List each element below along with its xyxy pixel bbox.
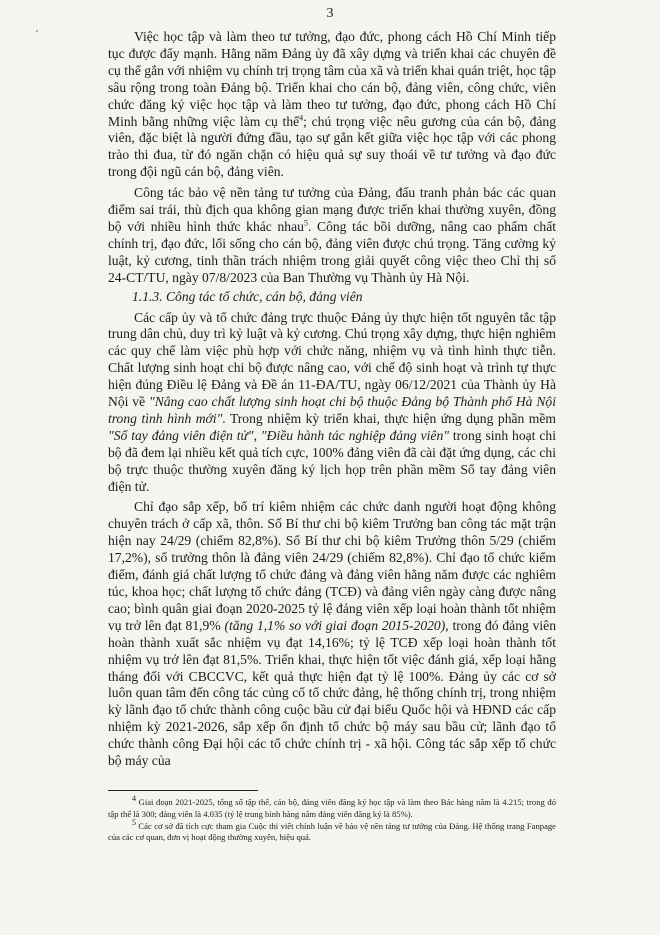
document-body bbox=[108, 29, 556, 770]
footnote-ref-4[interactable]: 4 bbox=[299, 113, 304, 122]
footnote-separator bbox=[108, 790, 258, 791]
scan-speck bbox=[36, 30, 38, 32]
paragraph-staff-arrangement: Chỉ đạo sắp xếp, bố trí kiêm nhiệm các chức danh người hoạt động không chuyên trách ở cấp xã, thôn. Số Bí thư chi bộ kiêm Trưởng ban công tác mặt trận hiện nay 24/29 (chiếm 82,8%). Số Bí thư chi bộ kiêm Trưởng thôn 5/29 (chiếm 17,2%), số trưởng thôn là đảng viên 24/29 (chiếm 82,8%). Chỉ đạo tổ chức kiểm điểm, đánh giá chất lượng tổ chức đảng và đảng viên hằng năm được các nghiêm túc, khoa học; chất lượng tổ chức đảng (TCĐ) và đảng viên ngày càng được nâng cao; bình quân giai đoạn 2020-2025 tỷ lệ đảng viên xếp loại hoàn thành tốt nhiệm vụ trở lên đạt 81,9% (tăng 1,1% so với giai đoạn 2015-2020), trong đó đảng viên hoàn thành xuất sắc nhiệm vụ đạt 14,16%; tỷ lệ TCĐ xếp loại hoàn thành tốt nhiệm vụ trở lên đạt 81,5%. Triển khai, thực hiện tốt việc đánh giá, xếp loại hằng tháng đối với CBCCVC, kết quả thực hiện đạt tỷ lệ 100%. Đảng ủy các cơ sở luôn quan tâm đến công tác củng cố tổ chức đảng, hệ thống chính trị, trong nhiệm kỳ lãnh đạo tổ chức thành công cuộc bầu cử đại biểu Quốc hội và HĐND các cấp nhiệm kỳ 2021-2026, sắp xếp ổn định tổ chức bộ máy sau bầu cử; lãnh đạo tổ chức thành công Đại hội các tổ chức chính trị - xã hội. Công tác sắp xếp tổ chức bộ máy của bbox=[108, 499, 557, 769]
footnote-5: $^5$ Các cơ sở đã tích cực tham gia Cuộc thi viết chính luận về bảo vệ nền tảng tư tưởng của Đảng. Hệ thống trang Fanpage của các cơ quan, đơn vị hoạt động thường xuyên, hiệu quả. bbox=[108, 817, 556, 843]
paragraph-party-organization: Các cấp ủy và tổ chức đảng trực thuộc Đảng ủy thực hiện tốt nguyên tắc tập trung dân chủ, duy trì kỷ luật và kỷ cương. Chú trọng xây dựng, thực hiện nghiêm các quy chế làm việc phù hợp với chức năng, nhiệm vụ và tình hình thực tiễn. Chất lượng sinh hoạt chi bộ được nâng cao, với chế độ sinh hoạt và trình tự thực hiện đúng Điều lệ Đảng và Đề án 11-ĐA/TU, ngày 06/12/2021 của Thành ủy Hà Nội về "Nâng cao chất lượng sinh hoạt chi bộ thuộc Đảng bộ Thành phố Hà Nội trong tình hình mới". Trong nhiệm kỳ triển khai, thực hiện ứng dụng phần mềm "Sổ tay đảng viên điện tử", "Điều hành tác nghiệp đảng viên" trong sinh hoạt chi bộ đã đem lại nhiều kết quả tích cực, 100% đảng viên đã cài đặt ứng dụng, các chi bộ trực thuộc thường xuyên đăng ký lịch họp trên phần mềm Sổ tay đảng viên điện tử. bbox=[108, 309, 556, 494]
paragraph-ho-chi-minh-study: Việc học tập và làm theo tư tưởng, đạo đức, phong cách Hồ Chí Minh tiếp tục được đẩy mạnh. Hằng năm Đảng ủy đã xây dựng và triển khai các chuyên đề cụ thể gắn với nhiệm vụ chính trị trọng tâm của xã và triển khai quán triệt, học tập sâu rộng trong toàn Đảng bộ. Triển khai cho cán bộ, đảng viên, công chức, viên chức đăng ký việc học tập và làm theo tư tưởng, đạo đức, phong cách Hồ Chí Minh bằng những việc làm cụ thể$^4$; chú trọng việc nêu gương của cán bộ, đảng viên, đặc biệt là người đứng đầu, tạo sự gắn kết giữa việc học tập với các phong trào thi đua, từ đó ngăn chặn có hiệu quả sự suy thoái về tư tưởng và đạo đức trong đội ngũ cán bộ, đảng viên. bbox=[108, 29, 556, 180]
footnote-4: $^4$ Giai đoạn 2021-2025, tổng số tập thể, cán bộ, đảng viên đăng ký học tập và làm theo Bác hàng năm là 4.215; trong đó tập thể là 300; đảng viên là 4.035 (tỷ lệ trung bình hàng năm đảng viên đăng ký là 85%). bbox=[108, 794, 556, 819]
page-number: 3 bbox=[326, 6, 334, 21]
footnotes bbox=[108, 794, 556, 844]
footnote-ref-5[interactable]: 5 bbox=[303, 218, 308, 228]
paragraph-ideology-protection: Công tác bảo vệ nền tảng tư tưởng của Đảng, đấu tranh phản bác các quan điểm sai trái, thù địch qua không gian mạng được triển khai thường xuyên, đồng bộ với nhiều hình thức khác nhau$^5$. Công tác bồi dưỡng, nâng cao phẩm chất chính trị, đạo đức, lối sống cho cán bộ, đảng viên được chú trọng. Tăng cường kỷ luật, kỷ cương, tinh thần trách nhiệm trong giải quyết công việc theo Chỉ thị số 24-CT/TU, ngày 07/8/2023 của Ban Thường vụ Thành ủy Hà Nội. bbox=[108, 185, 557, 285]
section-heading: 1.1.3. Công tác tổ chức, cán bộ, đảng viên bbox=[132, 288, 363, 304]
